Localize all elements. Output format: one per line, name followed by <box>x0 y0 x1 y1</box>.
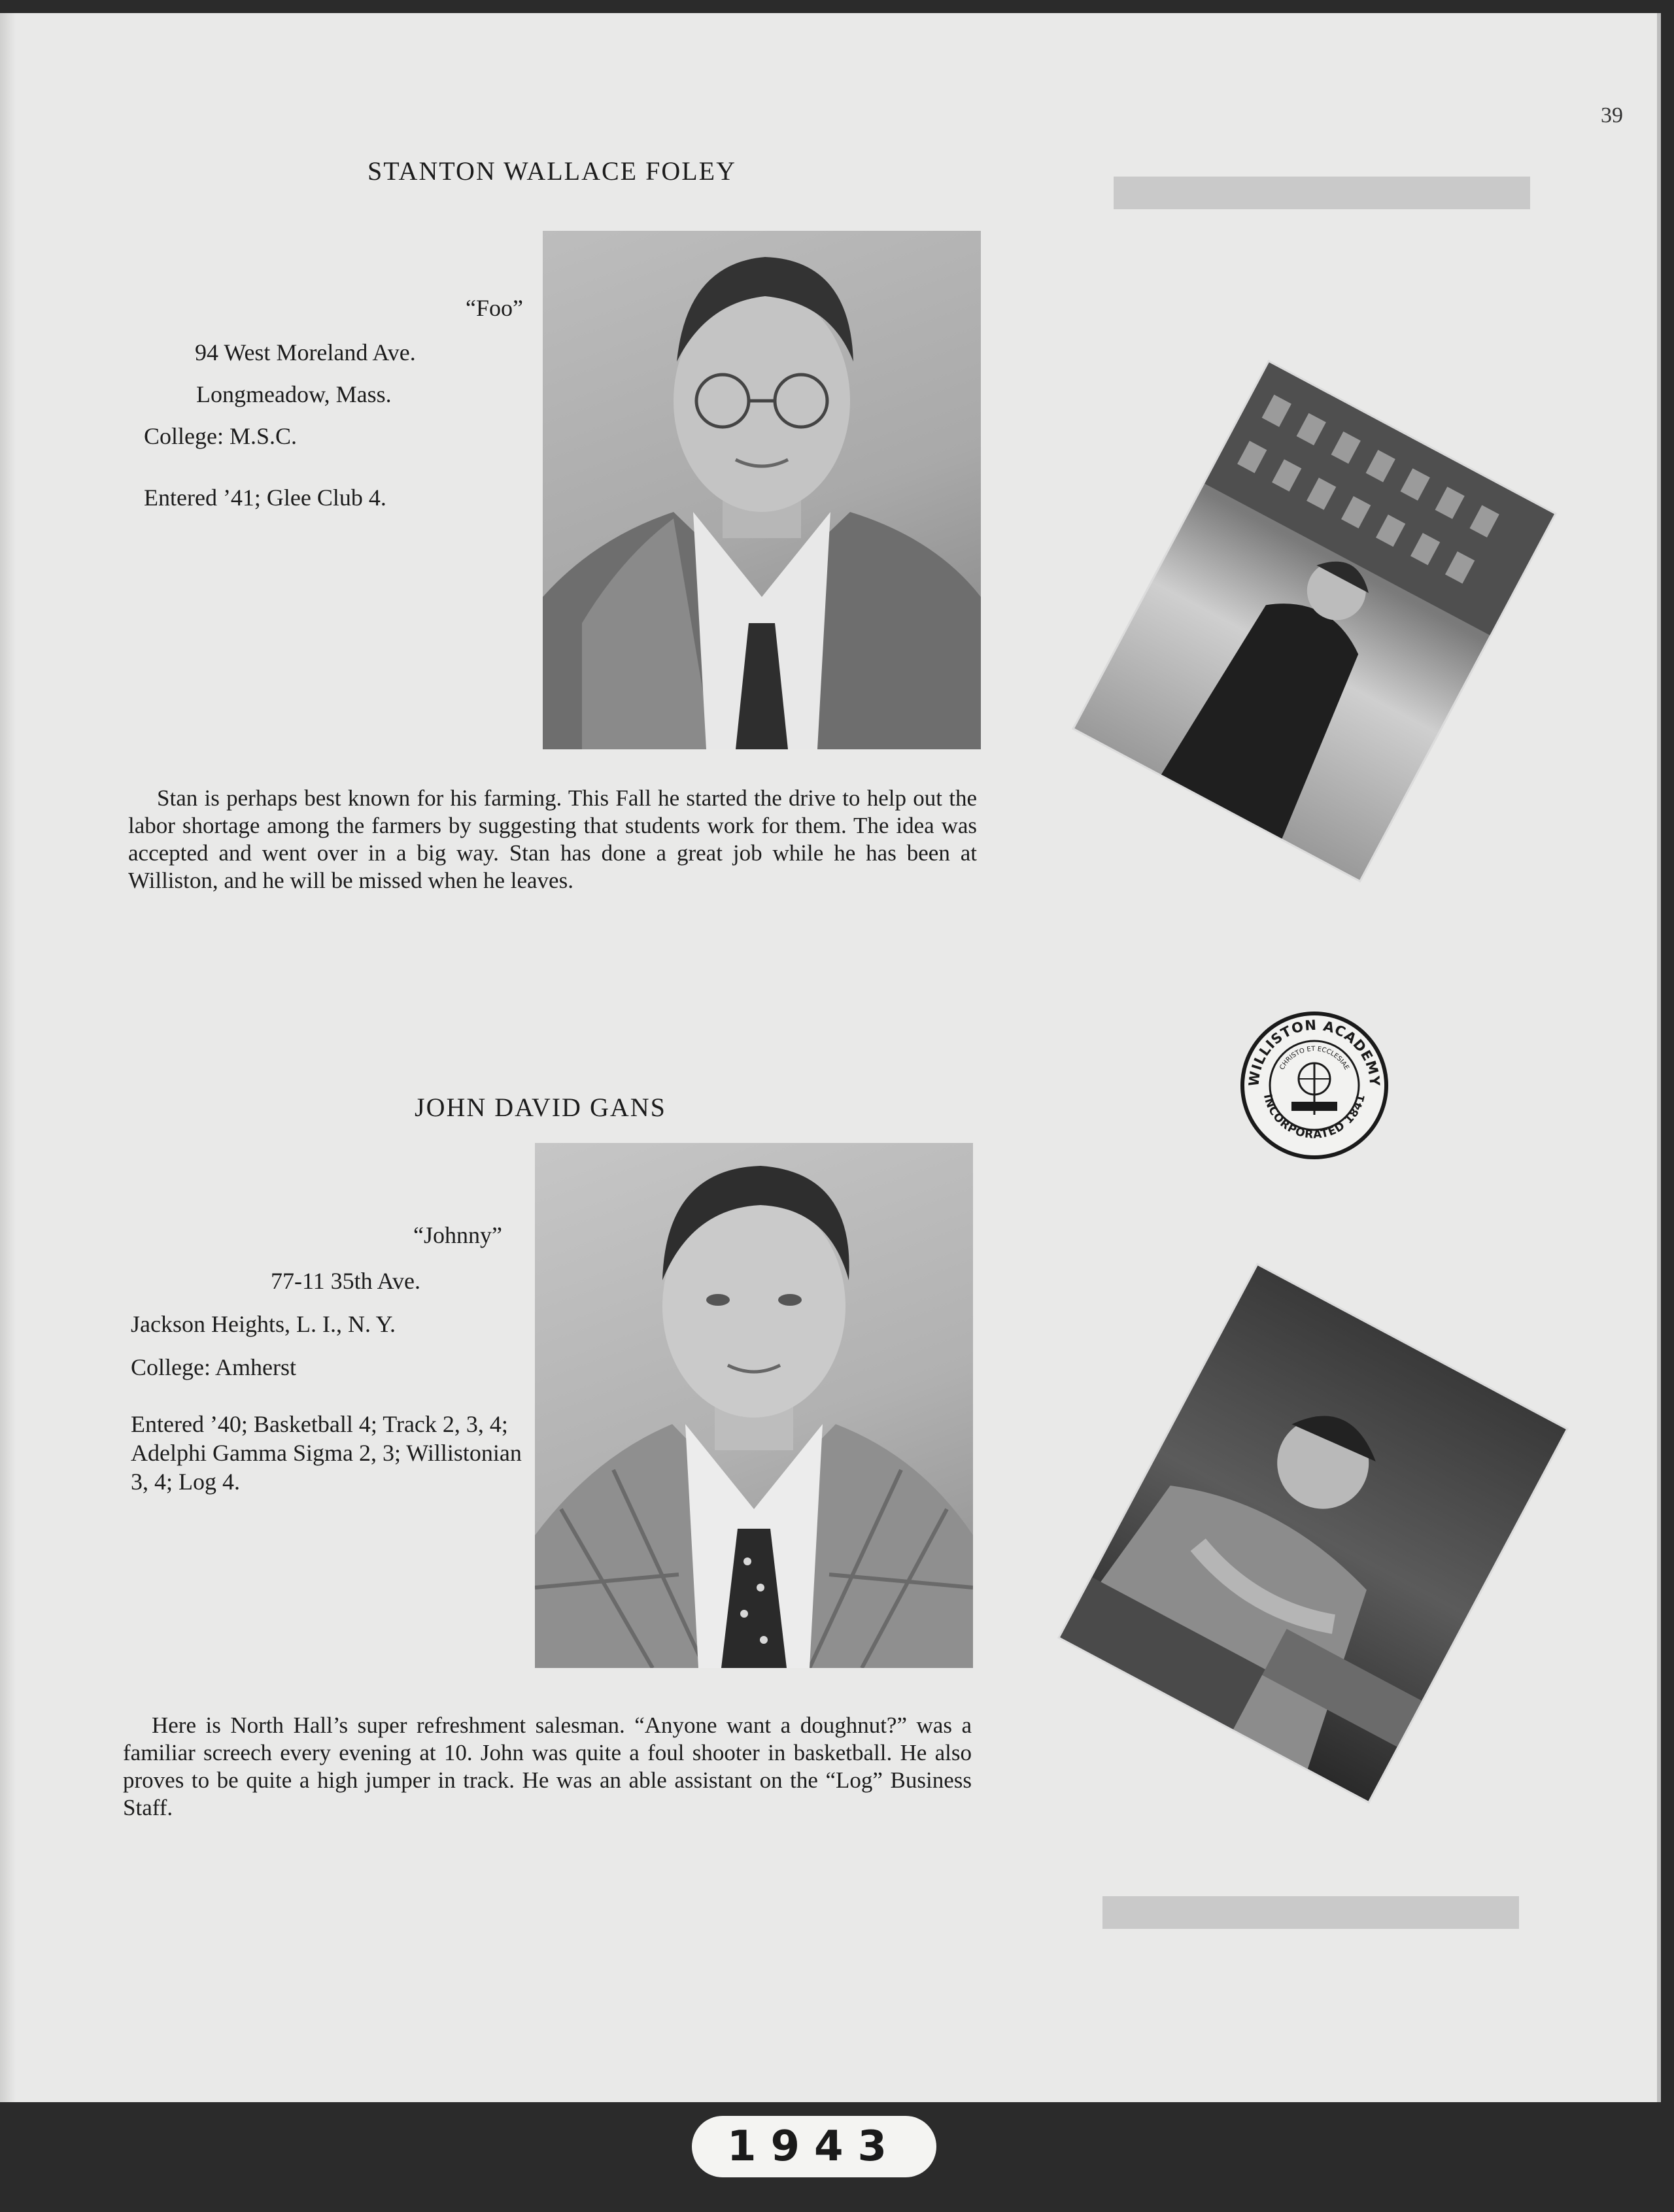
snapshot-illustration <box>1058 1265 1569 1803</box>
bottom-decorative-bar <box>1102 1896 1519 1929</box>
seal-motto: CHRISTO ET ECCLESIAE <box>1278 1045 1350 1072</box>
student-name: JOHN DAVID GANS <box>415 1093 666 1122</box>
student-bio: Stan is perhaps best known for his farming. This Fall he started the drive to help out the labor shortage among the farmers by suggesting that students work for them. The idea was accepted and went over in a big way. Stan has done a great job while he has been at Williston, and he will be missed when he leaves. <box>128 785 977 893</box>
address-line-2: Jackson Heights, L. I., N. Y. <box>131 1311 396 1337</box>
yearbook-year-badge: 1943 <box>692 2116 936 2177</box>
student-name: STANTON WALLACE FOLEY <box>367 156 736 186</box>
page-binding-edge <box>0 13 16 2102</box>
candid-snapshot-outdoor <box>1072 360 1557 883</box>
portrait-illustration <box>543 231 981 749</box>
portrait-photo <box>535 1143 973 1668</box>
williston-academy-seal <box>1239 1010 1390 1161</box>
seal-top-text: WILLISTON ACADEMY <box>1246 1017 1383 1087</box>
top-decorative-bar <box>1114 177 1530 209</box>
student-bio: Here is North Hall’s super refreshment salesman. “Anyone want a doughnut?” was a familiar screech every evening at 10. John was quite a foul shooter in basketball. He also proves to be quite a high jumper in track. He was an able assistant on the “Log” Business Staff. <box>123 1712 972 1820</box>
college: College: M.S.C. <box>144 423 298 449</box>
page-number: 39 <box>1601 103 1623 128</box>
activities: Entered ’41; Glee Club 4. <box>144 485 386 511</box>
address-line-2: Longmeadow, Mass. <box>196 381 392 407</box>
seal-bottom-text: INCORPORATED 1841 <box>1260 1093 1369 1142</box>
college: College: Amherst <box>131 1354 296 1380</box>
snapshot-illustration <box>1072 362 1557 883</box>
student-nickname: “Johnny” <box>413 1222 502 1248</box>
portrait-photo <box>543 231 981 749</box>
portrait-illustration <box>535 1143 973 1668</box>
address-line-1: 94 West Moreland Ave. <box>195 339 416 366</box>
activities: Entered ’40; Basketball 4; Track 2, 3, 4; Adelphi Gamma Sigma 2, 3; Willistonian 3, 4; Log 4. <box>131 1411 522 1495</box>
seal-emblem <box>1239 1010 1390 1161</box>
yearbook-page <box>0 13 1661 2102</box>
candid-snapshot-classroom <box>1057 1263 1569 1803</box>
student-nickname: “Foo” <box>466 295 523 321</box>
address-line-1: 77-11 35th Ave. <box>271 1268 420 1294</box>
